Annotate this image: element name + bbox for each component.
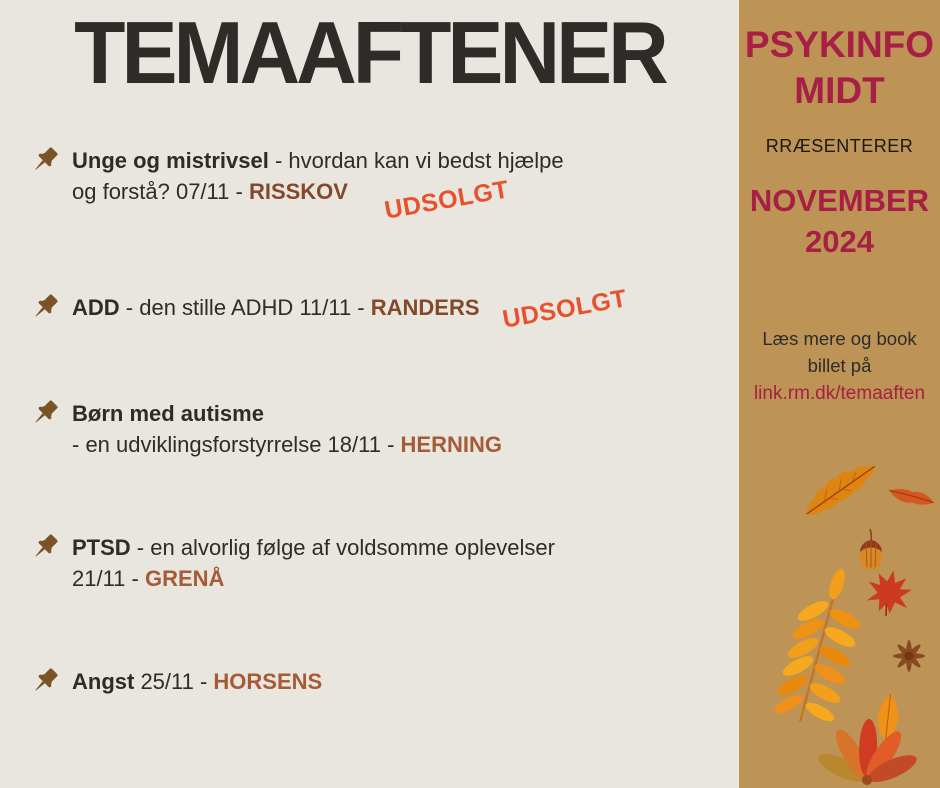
soldout-stamp: UDSOLGT xyxy=(382,175,512,225)
event-text xyxy=(72,532,708,594)
pushpin-icon xyxy=(28,290,62,324)
event-line xyxy=(72,563,708,594)
month-year: 2024 xyxy=(805,224,874,259)
event-line xyxy=(72,532,708,563)
oak-leaf-image xyxy=(798,455,880,522)
booking-link: link.rm.dk/temaaften xyxy=(753,383,926,404)
star-anise-image xyxy=(893,640,925,672)
rowan-leaf-image xyxy=(772,567,863,725)
event-title: Unge og mistrivsel xyxy=(72,148,269,173)
event-title: PTSD xyxy=(72,535,131,560)
cta-line2: billet på xyxy=(807,355,872,376)
event-text xyxy=(72,145,708,225)
event-line xyxy=(72,145,708,176)
event-title: ADD xyxy=(72,295,120,320)
event-text xyxy=(72,666,708,697)
month-label xyxy=(739,180,940,262)
sidebar xyxy=(739,0,940,788)
autumn-leaves-decoration xyxy=(739,428,940,788)
event-date: og forstå? 07/11 - xyxy=(72,179,249,204)
brand-logo xyxy=(739,22,940,114)
event-city: HERNING xyxy=(400,432,502,457)
event-description: - en alvorlig følge af voldsomme oplevelser xyxy=(130,535,555,560)
physalis-pod-image xyxy=(860,529,883,570)
event-date: 21/11 - xyxy=(72,566,145,591)
cta-line1: Læs mere og book xyxy=(762,328,917,349)
event-item-ptsd xyxy=(28,532,708,594)
event-city: RANDERS xyxy=(370,295,480,320)
event-text xyxy=(72,398,708,460)
event-title: Angst xyxy=(72,669,135,694)
presents-label: RRÆSENTERER xyxy=(765,136,914,156)
brand-line1: PSYKINFO xyxy=(744,24,935,65)
small-red-leaf-image xyxy=(887,485,935,509)
event-item-born-med-autisme xyxy=(28,398,708,460)
event-item-add xyxy=(28,284,708,334)
event-line xyxy=(72,398,708,429)
event-text xyxy=(72,284,708,334)
page-title: TEMAAFTENER xyxy=(74,3,665,102)
brand-line2: MIDT xyxy=(794,70,885,111)
event-description: - hvordan kan vi bedst hjælpe xyxy=(268,148,564,173)
soldout-stamp: UDSOLGT xyxy=(500,284,630,334)
booking-info xyxy=(739,325,940,407)
pushpin-icon xyxy=(28,143,62,177)
event-line xyxy=(72,429,708,460)
month-name: NOVEMBER xyxy=(749,183,930,218)
event-title: Børn med autisme xyxy=(72,401,264,426)
event-city: HORSENS xyxy=(213,669,323,694)
event-description: - en udviklingsforstyrrelse 18/11 - xyxy=(72,432,401,457)
event-item-angst xyxy=(28,666,708,697)
event-city: RISSKOV xyxy=(248,179,348,204)
pushpin-icon xyxy=(28,664,62,698)
pushpin-icon xyxy=(28,396,62,430)
maple-leaf-image xyxy=(862,566,915,620)
event-line xyxy=(72,666,708,697)
pushpin-icon xyxy=(28,530,62,564)
event-item-unge-og-mistrivsel xyxy=(28,145,708,225)
chestnut-leaf-image xyxy=(815,719,920,788)
event-description: - den stille ADHD 11/11 - xyxy=(119,295,371,320)
event-date: 25/11 - xyxy=(134,669,214,694)
event-city: GRENÅ xyxy=(144,566,225,591)
